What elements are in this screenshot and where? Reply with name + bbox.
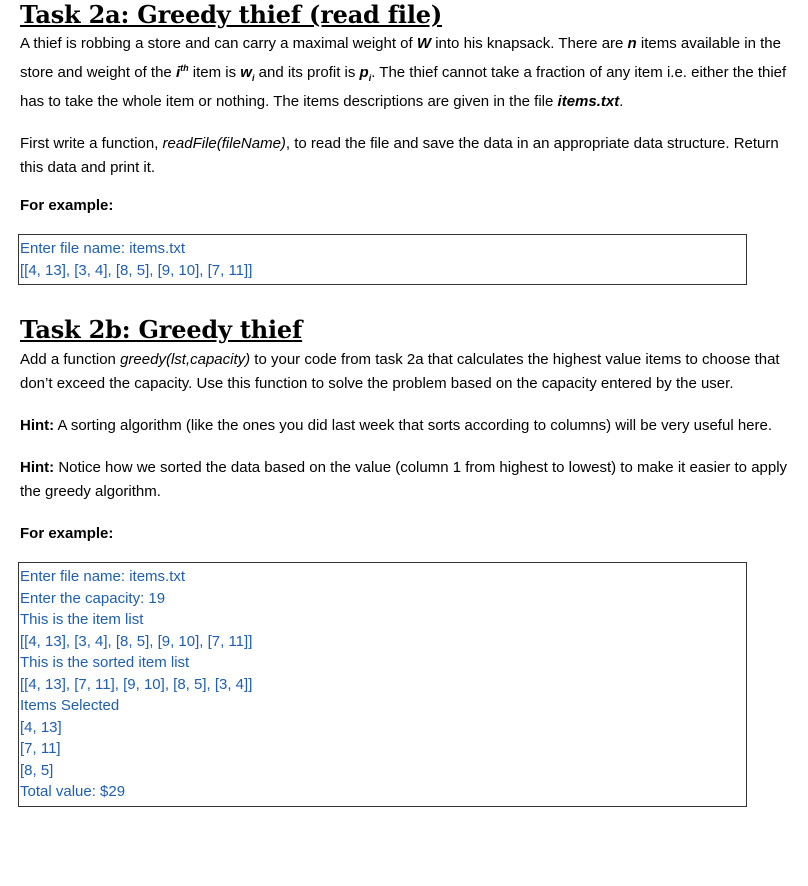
var-n: n xyxy=(627,35,637,52)
output-line: Items Selected xyxy=(20,697,120,714)
var-w: w xyxy=(240,64,252,81)
example-output-box xyxy=(18,562,747,807)
task-2b-heading: Task 2b: Greedy thief xyxy=(20,315,303,344)
subscript-i: i xyxy=(251,73,255,83)
output-line: Enter file name: items.txt xyxy=(20,240,186,257)
text-run: A thief is robbing a store and can carry a maximal weight of xyxy=(20,35,417,52)
output-line: Enter file name: items.txt xyxy=(20,568,186,585)
task-2a-description xyxy=(20,32,800,114)
text-run: item is xyxy=(188,64,241,81)
example-output-box xyxy=(18,234,747,285)
output-line: [[4, 13], [3, 4], [8, 5], [9, 10], [7, 11]] xyxy=(20,632,253,650)
hint-text: Notice how we sorted the data based on the value (column 1 from highest to lowest) to make it easier to apply the greedy algorithm. xyxy=(20,459,788,500)
text-run: , to read the file and save the data in an appropriate data structure. Return this data and print it. xyxy=(20,135,779,176)
subscript-i: i xyxy=(368,73,372,83)
hint-2 xyxy=(20,456,800,504)
example-label: For example: xyxy=(20,197,114,214)
function-name: greedy(lst,capacity) xyxy=(120,351,251,368)
var-W: W xyxy=(416,35,432,52)
text-run: . The thief cannot take a fraction of any item i.e. either the thief has to take the whole item or nothing. The items descriptions are given in the file xyxy=(20,64,787,110)
text-run: into his knapsack. There are xyxy=(431,35,628,52)
function-name: readFile(fileName) xyxy=(162,135,286,152)
output-line: Total value: $29 xyxy=(20,783,126,800)
hint-label: Hint: xyxy=(20,459,55,476)
document-page xyxy=(20,0,800,807)
output-line: [[4, 13], [7, 11], [9, 10], [8, 5], [3, 4]] xyxy=(20,675,253,693)
text-run: . xyxy=(619,93,624,110)
text-run: items available in the store and weight of the xyxy=(20,35,781,81)
var-i: i xyxy=(175,64,181,81)
hint-1 xyxy=(20,414,800,438)
output-line: [4, 13] xyxy=(20,718,62,736)
text-run: and its profit is xyxy=(254,64,360,81)
text-run: to your code from task 2a that calculates the highest value items to choose that don’t exceed the capacity. Use this function to solve the problem based on the capacity entered by the user. xyxy=(20,351,780,392)
output-line: Enter the capacity: 19 xyxy=(20,589,166,607)
superscript-th: th xyxy=(180,63,189,73)
var-p: p xyxy=(359,64,369,81)
output-line: [8, 5] xyxy=(20,761,54,779)
output-line: [7, 11] xyxy=(20,740,61,757)
hint-text: A sorting algorithm (like the ones you did last week that sorts according to columns) will be very useful here. xyxy=(54,417,773,434)
hint-label: Hint: xyxy=(20,417,55,434)
text-run: Add a function xyxy=(20,351,121,368)
task-2a-heading: Task 2a: Greedy thief (read file) xyxy=(20,0,442,29)
output-line: [[4, 13], [3, 4], [8, 5], [9, 10], [7, 11]] xyxy=(20,261,253,279)
task-2b-description xyxy=(20,348,800,396)
file-name: items.txt xyxy=(557,93,620,110)
output-line: This is the sorted item list xyxy=(20,654,190,671)
task-2a-instruction xyxy=(20,132,800,180)
output-line: This is the item list xyxy=(20,611,144,628)
text-run: First write a function, xyxy=(20,135,163,152)
example-label: For example: xyxy=(20,525,114,542)
